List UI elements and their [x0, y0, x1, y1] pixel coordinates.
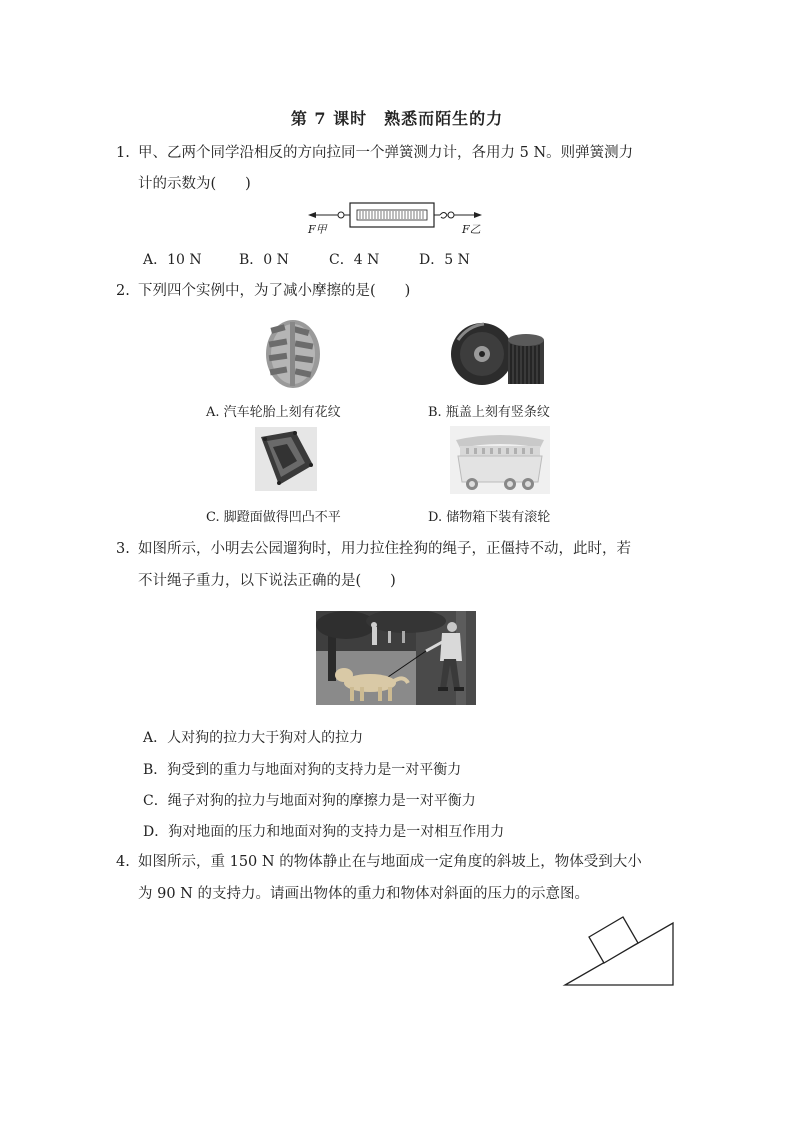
q2-option-d-caption[interactable]: D. 储物箱下装有滚轮	[428, 510, 551, 525]
q4-number: 4.	[116, 854, 130, 870]
q3-option-c[interactable]: C．绳子对狗的拉力与地面对狗的摩擦力是一对平衡力	[143, 793, 476, 809]
q3-text-line2: 不计绳子重力，以下说法正确的是( )	[138, 573, 396, 589]
spring-scale-figure	[300, 195, 490, 240]
q1-option-b[interactable]: B．0 N	[239, 252, 289, 268]
incline-block-figure	[560, 905, 680, 990]
q3-option-a[interactable]: A．人对狗的拉力大于狗对人的拉力	[143, 730, 364, 746]
q1-option-a[interactable]: A．10 N	[143, 252, 202, 268]
q4-text-line2: 为 90 N 的支持力。请画出物体的重力和物体对斜面的压力的示意图。	[138, 886, 589, 902]
q2-number: 2.	[116, 283, 130, 299]
q3-option-b[interactable]: B．狗受到的重力与地面对狗的支持力是一对平衡力	[143, 762, 462, 778]
q3-number: 3.	[116, 541, 130, 557]
dog-walking-photo	[316, 611, 476, 705]
q3-text-line1: 如图所示，小明去公园遛狗时，用力拉住拴狗的绳子，正僵持不动，此时，若	[138, 541, 631, 557]
pedal-image	[255, 427, 317, 491]
q4-text-line1: 如图所示，重 150 N 的物体静止在与地面成一定角度的斜坡上，物体受到大小	[138, 854, 642, 870]
f-yi-label: F乙	[462, 223, 481, 236]
q1-number: 1.	[116, 145, 130, 161]
q1-text-line1: 甲、乙两个同学沿相反的方向拉同一个弹簧测力计，各用力 5 N。则弹簧测力	[138, 145, 634, 161]
f-jia-label: F甲	[308, 223, 327, 236]
q3-option-d[interactable]: D．狗对地面的压力和地面对狗的支持力是一对相互作用力	[143, 824, 505, 840]
q2-text: 下列四个实例中，为了减小摩擦的是( )	[138, 283, 411, 299]
q2-option-b-caption[interactable]: B. 瓶盖上刻有竖条纹	[428, 405, 550, 420]
q2-option-a-caption[interactable]: A. 汽车轮胎上刻有花纹	[206, 405, 341, 420]
page-title: 第 7 课时 熟悉而陌生的力	[290, 109, 504, 128]
q1-text-line2: 计的示数为( )	[138, 176, 251, 192]
block-object	[589, 917, 638, 963]
q1-option-c[interactable]: C．4 N	[329, 252, 380, 268]
q1-option-d[interactable]: D．5 N	[419, 252, 470, 268]
storage-box-image	[450, 426, 550, 494]
q2-option-c-caption[interactable]: C. 脚蹬面做得凹凸不平	[206, 510, 341, 525]
bottle-cap-image	[448, 318, 548, 390]
tire-image	[263, 318, 323, 390]
